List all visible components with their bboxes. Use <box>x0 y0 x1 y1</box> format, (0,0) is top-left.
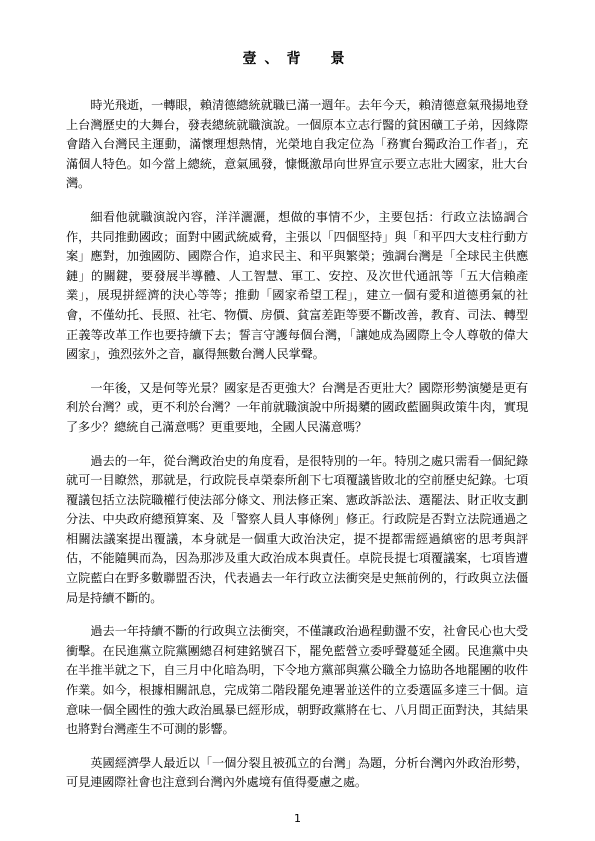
paragraph-5: 過去一年持續不斷的行政與立法衝突，不僅讓政治過程動盪不安，社會民心也大受衝擊。在民進黨立院黨團總召柯建銘號召下，罷免藍營立委呼聲蔓延全國。民進黨中央在半推半就之下，自三月中化暗為明，下令地方黨部與黨公職全力協助各地罷團的收件作業。如今，根據相關訊息，完成第二階段罷免連署並送件的立委選區多達三十個。這意味一個全國性的強大政治風暴已經形成，朝野政黨將在七、八月間正面對決，其結果也將對台灣產生不可測的影響。 <box>66 624 528 737</box>
paragraph-1: 時光飛逝，一轉眼，賴清德總統就職已滿一週年。去年今天，賴清德意氣飛揚地登上台灣歷史的大舞台，發表總統就職演說。一個原本立志行醫的貧困礦工子弟，因緣際會踏入台灣民主運動，滿懷理想熱情，光榮地自我定位為「務實台獨政治工作者」，充滿個人特色。如今當上總統，意氣風發，慷慨激昂向世界宣示要立志壯大國家，壯大台灣。 <box>66 98 528 191</box>
section-title: 壹、背 景 <box>242 51 353 67</box>
body-text <box>66 96 528 807</box>
paragraph-4: 過去的一年，從台灣政治史的角度看，是很特別的一年。特別之處只需看一個紀錄就可一目瞭然，那就是，行政院長卓榮泰所創下七項覆議皆敗北的空前歷史紀錄。七項覆議包括立法院職權行使法部分條文、刑法修正案、憲政訴訟法、選罷法、財正收支劃分法、中央政府總預算案、及「警察人員人事條例」修正。行政院是否對立法院通過之相關法議案提出覆議，本身就是一個重大政治決定，提不提都需經過縝密的思考與評估，不能隨興而為，因為那涉及重大政治成本與責任。卓院長提七項覆議案，七項皆遭立院藍白在野多數聯盟否決，代表過去一年行政立法衝突是史無前例的，行政與立法僵局是持續不斷的。 <box>66 453 528 605</box>
paragraph-3: 一年後，又是何等光景？國家是否更強大？台灣是否更壯大？國際形勢演變是更有利於台灣？或，更不利於台灣？一年前就職演說中所揭櫫的國政藍圖與政策牛肉，實現了多少？總統自己滿意嗎？更重要地，全國人民滿意嗎？ <box>66 380 528 434</box>
page-number: 1 <box>294 812 301 825</box>
paragraph-6: 英國經濟學人最近以「一個分裂且被孤立的台灣」為題，分析台灣內外政治形勢，可見連國際社會也注意到台灣內外處境有值得憂慮之處。 <box>66 755 528 790</box>
paragraph-2: 細看他就職演說內容，洋洋灑灑，想做的事情不少，主要包括：行政立法協調合作，共同推動國政；面對中國武統威脅，主張以「四個堅持」與「和平四大支柱行動方案」應對，加強國防、國際合作，追求民主、和平與繁榮；強調台灣是「全球民主供應鏈」的關鍵，要發展半導體、人工智慧、軍工、安控、及次世代通訊等「五大信賴產業」，展現拼經濟的決心等等；推動「國家希望工程」，建立一個有愛和道德勇氣的社會，不僅幼托、長照、社宅、物價、房價、貧富差距等要不斷改善，教育、司法、轉型正義等改革工作也要持續下去；誓言守護每個台灣，「讓她成為國際上令人尊敬的偉大國家」，強烈弦外之音，贏得無數台灣人民掌聲。 <box>66 209 528 362</box>
